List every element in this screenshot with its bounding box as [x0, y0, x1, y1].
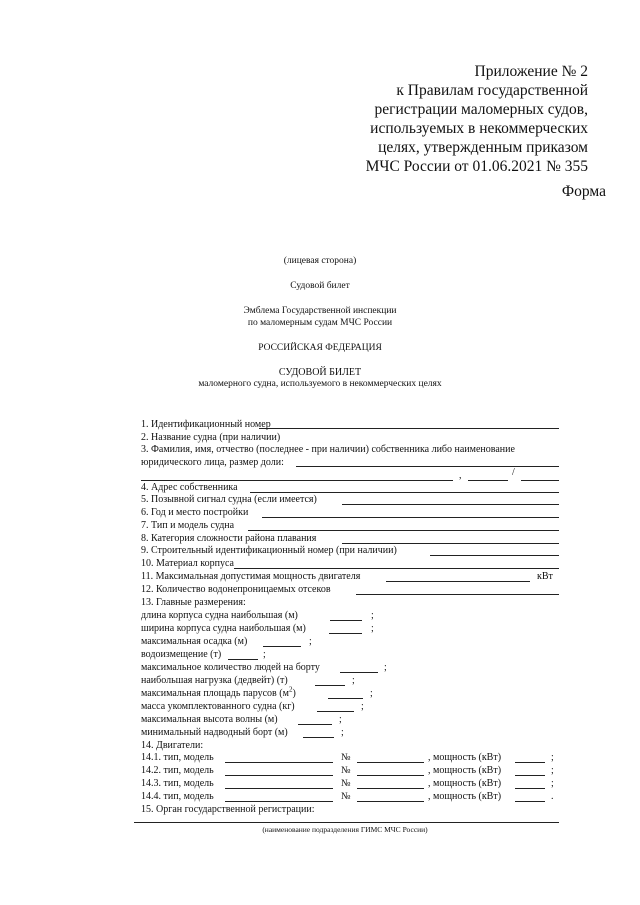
dim-draft-label: максимальная осадка (м)	[141, 636, 248, 647]
semicolon: ;	[339, 714, 342, 725]
field-15-label: 15. Орган государственной регистрации:	[141, 804, 315, 815]
semicolon: ;	[370, 688, 373, 699]
header-line: используемых в некоммерческих	[370, 120, 588, 137]
dim-wave-label: максимальная высота волны (м)	[141, 714, 278, 725]
semicolon: ;	[551, 765, 554, 776]
dim-people-label: максимальное количество людей на борту	[141, 662, 320, 673]
document-description: маломерного судна, используемого в некоммерческих целях	[198, 379, 442, 389]
dim-width-label: ширина корпуса судна наибольшая (м)	[141, 623, 306, 634]
field-11-line[interactable]	[386, 581, 530, 582]
engine-3-no: №	[341, 778, 351, 789]
engine-1-power-line[interactable]	[515, 762, 545, 763]
header-line: к Правилам государственной	[396, 82, 588, 99]
semicolon: ;	[384, 662, 387, 673]
form-label: Форма	[561, 183, 606, 200]
field-15-line[interactable]	[134, 822, 559, 823]
semicolon: ;	[341, 727, 344, 738]
engine-2-power-label: , мощность (кВт)	[428, 765, 502, 776]
engine-4-model-line[interactable]	[225, 801, 333, 802]
semicolon: ;	[352, 675, 355, 686]
dim-length-label: длина корпуса судна наибольшая (м)	[141, 610, 298, 621]
header-line: регистрации маломерных судов,	[374, 101, 588, 118]
field-9-label: 9. Строительный идентификационный номер (при наличии)	[141, 545, 397, 556]
document-subtitle: Судовой билет	[290, 281, 350, 291]
engine-3-number-line[interactable]	[357, 788, 424, 789]
semicolon: ;	[309, 636, 312, 647]
engine-3-power-label: , мощность (кВт)	[428, 778, 502, 789]
header-line: целях, утвержденным приказом	[378, 139, 588, 156]
field-13-label: 13. Главные размерения:	[141, 597, 246, 608]
dim-load-line[interactable]	[315, 685, 345, 686]
dim-sail-line[interactable]	[328, 698, 363, 699]
field-12-line[interactable]	[356, 594, 559, 595]
header-line: МЧС России от 01.06.2021 № 355	[365, 158, 588, 175]
field-11-unit: кВт	[537, 571, 553, 582]
field-9-line[interactable]	[430, 555, 559, 556]
engine-3-label: 14.3. тип, модель	[141, 778, 214, 789]
field-1-label: 1. Идентификационный номер	[141, 419, 271, 430]
engine-1-model-line[interactable]	[225, 762, 333, 763]
engine-2-label: 14.2. тип, модель	[141, 765, 214, 776]
field-3-line-1[interactable]	[296, 466, 559, 467]
share-denominator-line[interactable]	[521, 480, 559, 481]
dim-displacement-line[interactable]	[228, 659, 258, 660]
semicolon: ;	[551, 778, 554, 789]
engine-4-no: №	[341, 791, 351, 802]
engine-3-power-line[interactable]	[515, 788, 545, 789]
engine-2-model-line[interactable]	[225, 775, 333, 776]
comma-separator: ,	[459, 470, 462, 481]
slash-separator: /	[512, 467, 515, 478]
engine-1-label: 14.1. тип, модель	[141, 752, 214, 763]
semicolon: ;	[551, 752, 554, 763]
emblem-line: Эмблема Государственной инспекции	[243, 306, 397, 316]
field-5-label: 5. Позывной сигнал судна (если имеется)	[141, 494, 317, 505]
semicolon: ;	[371, 610, 374, 621]
field-3-label-cont: юридического лица, размер доли:	[141, 457, 284, 468]
appendix-number: Приложение № 2	[474, 63, 588, 80]
field-7-line[interactable]	[248, 530, 559, 531]
engine-2-number-line[interactable]	[357, 775, 424, 776]
share-numerator-line[interactable]	[468, 480, 508, 481]
field-10-label: 10. Материал корпуса	[141, 558, 234, 569]
dim-displacement-label: водоизмещение (т)	[141, 649, 222, 660]
dim-draft-line[interactable]	[263, 646, 301, 647]
field-1-line[interactable]	[259, 428, 559, 429]
engine-3-model-line[interactable]	[225, 788, 333, 789]
dim-sail-label: максимальная площадь парусов $(м^2)$	[141, 685, 296, 699]
field-11-label: 11. Максимальная допустимая мощность двигателя	[141, 571, 361, 582]
field-3-label: 3. Фамилия, имя, отчество (последнее - при наличии) собственника либо наименование	[141, 444, 515, 455]
semicolon: ;	[263, 649, 266, 660]
engine-4-number-line[interactable]	[357, 801, 424, 802]
country-name: РОССИЙСКАЯ ФЕДЕРАЦИЯ	[258, 343, 382, 353]
field-10-line[interactable]	[234, 568, 559, 569]
field-5-line[interactable]	[342, 504, 559, 505]
dim-freeboard-label: минимальный надводный борт (м)	[141, 727, 288, 738]
dim-width-line[interactable]	[329, 633, 362, 634]
engine-2-no: №	[341, 765, 351, 776]
dim-mass-line[interactable]	[317, 711, 354, 712]
semicolon: ;	[361, 701, 364, 712]
field-7-label: 7. Тип и модель судна	[141, 520, 235, 531]
engine-1-number-line[interactable]	[357, 762, 424, 763]
dim-length-line[interactable]	[330, 620, 362, 621]
dim-load-label: наибольшая нагрузка (дедвейт) (т)	[141, 675, 288, 686]
field-4-label: 4. Адрес собственника	[141, 482, 238, 493]
semicolon: ;	[371, 623, 374, 634]
field-8-label: 8. Категория сложности района плавания	[141, 533, 317, 544]
field-14-label: 14. Двигатели:	[141, 740, 204, 751]
dim-people-line[interactable]	[340, 672, 378, 673]
field-15-caption: (наименование подразделения ГИМС МЧС России)	[262, 825, 428, 834]
engine-1-no: №	[341, 752, 351, 763]
field-12-label: 12. Количество водонепроницаемых отсеков	[141, 584, 331, 595]
field-6-line[interactable]	[262, 517, 559, 518]
engine-4-label: 14.4. тип, модель	[141, 791, 214, 802]
period: .	[551, 791, 554, 802]
engine-4-power-label: , мощность (кВт)	[428, 791, 502, 802]
dim-freeboard-line[interactable]	[303, 737, 334, 738]
engine-2-power-line[interactable]	[515, 775, 545, 776]
field-6-label: 6. Год и место постройки	[141, 507, 249, 518]
engine-1-power-label: , мощность (кВт)	[428, 752, 502, 763]
emblem-line: по маломерным судам МЧС России	[247, 318, 393, 328]
engine-4-power-line[interactable]	[515, 801, 545, 802]
front-side-label: (лицевая сторона)	[283, 256, 357, 266]
dim-mass-label: масса укомплектованного судна (кг)	[141, 701, 295, 712]
dim-wave-line[interactable]	[298, 724, 332, 725]
field-2-label: 2. Название судна (при наличии)	[141, 432, 281, 443]
document-title: СУДОВОЙ БИЛЕТ	[278, 367, 362, 378]
